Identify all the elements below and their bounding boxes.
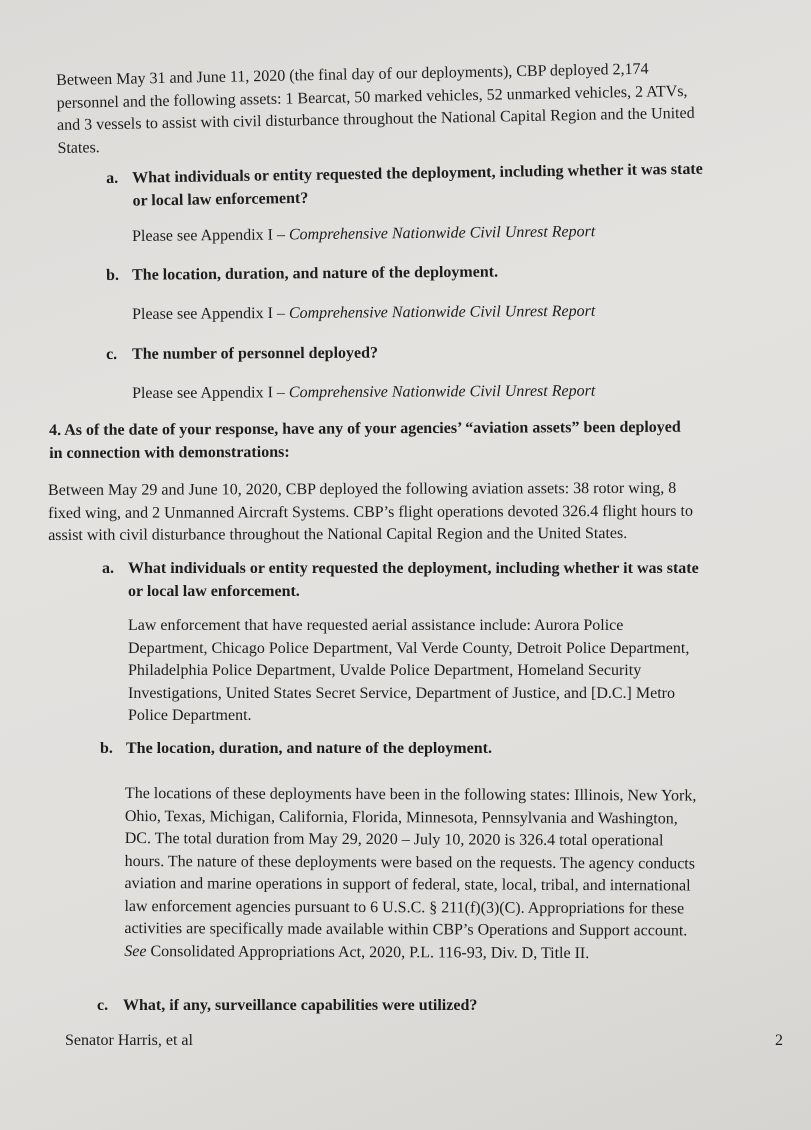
answer-prefix: Please see Appendix I –: [132, 304, 289, 323]
intro-line: personnel and the following assets: 1 Bearcat, 50 marked vehicles, 52 unmarked vehicles, 2 ATVs,: [56, 82, 688, 112]
q3-c-question: [106, 343, 378, 367]
intro-paragraph: [56, 58, 695, 160]
question-line: or local law enforcement.: [128, 582, 300, 600]
answer-line: Department, Chicago Police Department, Val Verde County, Detroit Police Department,: [128, 639, 690, 657]
item-label: a.: [106, 169, 119, 187]
question-line: What individuals or entity requested the deployment, including whether it was state: [132, 160, 703, 187]
answer-prefix: Please see Appendix I –: [132, 384, 289, 402]
q3-a-question: [106, 159, 703, 213]
answer-line: Philadelphia Police Department, Uvalde Police Department, Homeland Security: [128, 662, 642, 679]
heading-line: in connection with demonstrations:: [49, 443, 290, 462]
appendix-title: Comprehensive Nationwide Civil Unrest Report: [288, 302, 596, 322]
q4-heading: [49, 417, 681, 465]
q4-a-question: [102, 558, 699, 603]
see-signal: See: [124, 942, 147, 960]
q3-c-answer: [132, 381, 595, 406]
page-number: 2: [775, 1032, 783, 1049]
answer-line: law enforcement agencies pursuant to 6 U.S.C. § 211(f)(3)(C). Appropriations for these: [124, 897, 685, 917]
q3-b-answer: [132, 301, 595, 327]
answer-line: aviation and marine operations in support of federal, state, local, tribal, and international: [124, 874, 691, 895]
question-text: The location, duration, and nature of the deployment.: [126, 740, 492, 757]
intro-line: and 3 vessels to assist with civil disturbance throughout the National Capital Region and the United: [56, 104, 695, 134]
item-label: a.: [102, 560, 114, 577]
answer-line: Ohio, Texas, Michigan, California, Florida, Minnesota, Pennsylvania and Washington,: [124, 807, 678, 827]
appendix-title: Comprehensive Nationwide Civil Unrest Report: [288, 382, 596, 402]
heading-line: 4. As of the date of your response, have any of your agencies’ “aviation assets” been deployed: [49, 418, 681, 439]
answer-line: Consolidated Appropriations Act, 2020, P.L. 116-93, Div. D, Title II.: [146, 942, 590, 962]
q4-body: [48, 478, 693, 548]
question-line: or local law enforcement?: [132, 189, 309, 210]
body-line: fixed wing, and 2 Unmanned Aircraft Systems. CBP’s flight operations devoted 326.4 flight hours to: [48, 502, 693, 522]
question-text: What, if any, surveillance capabilities were utilized?: [123, 997, 478, 1014]
answer-line: The locations of these deployments have been in the following states: Illinois, New York,: [124, 785, 697, 805]
question-text: The number of personnel deployed?: [132, 344, 379, 363]
answer-line: Law enforcement that have requested aerial assistance include: Aurora Police: [128, 617, 624, 634]
item-label: b.: [100, 740, 113, 757]
q3-b-question: [106, 262, 498, 288]
body-line: Between May 29 and June 10, 2020, CBP deployed the following aviation assets: 38 rotor wing, 8: [48, 479, 677, 499]
appendix-title: Comprehensive Nationwide Civil Unrest Report: [288, 223, 596, 244]
q4-a-answer: [128, 615, 689, 728]
question-text: The location, duration, and nature of the deployment.: [132, 263, 499, 284]
item-label: c.: [106, 345, 118, 363]
question-line: What individuals or entity requested the deployment, including whether it was state: [128, 560, 699, 577]
body-line: assist with civil disturbance throughout the National Capital Region and the United States.: [48, 524, 628, 544]
answer-line: Investigations, United States Secret Service, Department of Justice, and [D.C.] Metro: [128, 684, 675, 702]
q4-b-question: [100, 738, 492, 761]
q4-b-answer: [124, 783, 696, 965]
item-label: c.: [97, 997, 109, 1014]
answer-line: activities are specifically made available within CBP’s Operations and Support account.: [124, 919, 688, 940]
answer-line: Police Department.: [128, 707, 252, 724]
answer-line: DC. The total duration from May 29, 2020 – July 10, 2020 is 326.4 total operational: [124, 829, 664, 850]
answer-line: hours. The nature of these deployments were based on the requests. The agency conducts: [124, 852, 696, 872]
intro-line: States.: [57, 138, 100, 157]
intro-line: Between May 31 and June 11, 2020 (the final day of our deployments), CBP deployed 2,174: [56, 60, 649, 89]
item-label: b.: [106, 266, 120, 284]
footer-left: Senator Harris, et al: [65, 1032, 193, 1049]
q3-a-answer: [132, 221, 595, 248]
q4-c-question: [97, 995, 477, 1018]
answer-prefix: Please see Appendix I –: [132, 226, 290, 245]
